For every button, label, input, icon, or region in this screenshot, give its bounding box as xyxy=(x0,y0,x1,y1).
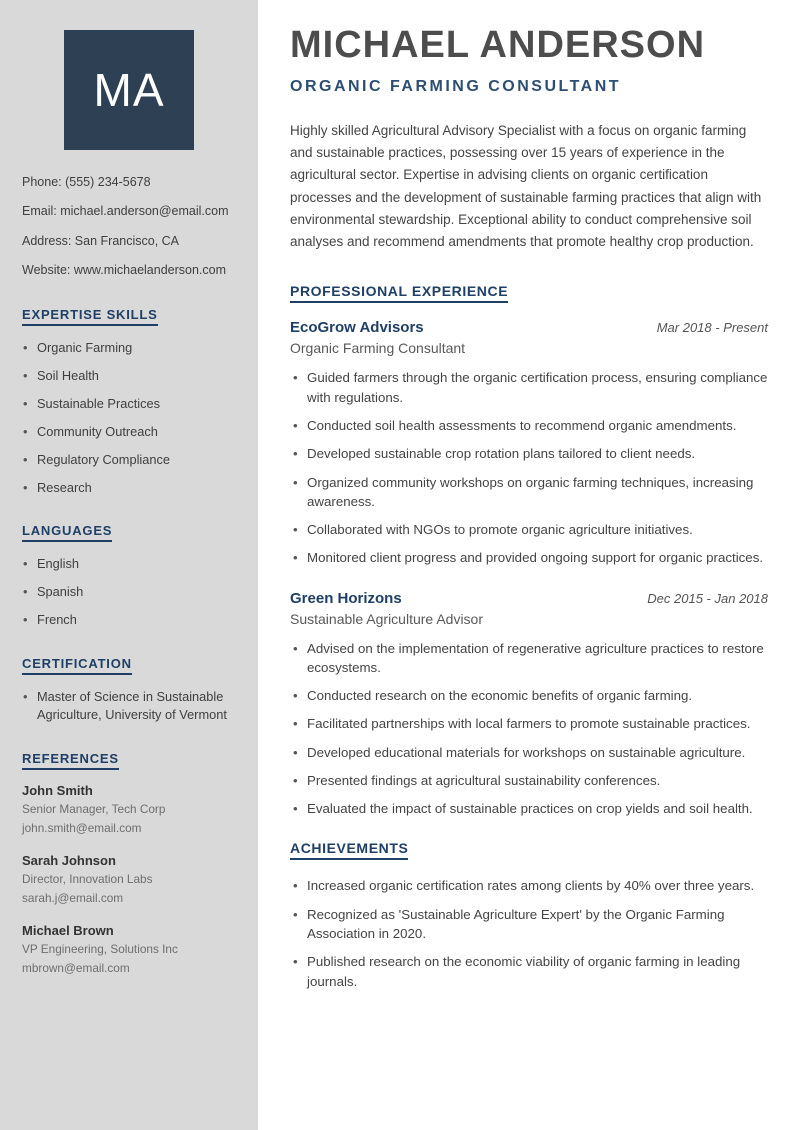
job-header xyxy=(290,319,768,336)
list-item: • Increased organic certification rates among clients by 40% over three years. xyxy=(290,876,768,895)
contact-info xyxy=(22,174,236,278)
company-name: EcoGrow Advisors xyxy=(290,319,424,337)
list-item: • English xyxy=(22,555,236,573)
list-item: • Guided farmers through the organic certification process, ensuring compliance with regulations. xyxy=(290,368,768,407)
list-item: • Regulatory Compliance xyxy=(22,451,236,469)
list-item: • Published research on the economic viability of organic farming in leading journals. xyxy=(290,952,768,991)
list-item: • Organized community workshops on organic farming techniques, increasing awareness. xyxy=(290,473,768,512)
person-name: MICHAEL ANDERSON xyxy=(290,24,706,66)
contact-phone: Phone: (555) 234-5678 xyxy=(22,175,151,189)
section-heading: LANGUAGES xyxy=(22,523,112,542)
reference-email: mbrown@email.com xyxy=(22,960,130,975)
list-item: • Developed sustainable crop rotation plans tailored to client needs. xyxy=(290,444,768,463)
job-dates: Dec 2015 - Jan 2018 xyxy=(647,590,768,606)
section-heading: EXPERTISE SKILLS xyxy=(22,307,158,326)
list-item: • Organic Farming xyxy=(22,339,236,357)
achievements-list xyxy=(290,876,768,990)
job-bullets xyxy=(290,368,768,567)
certification-list xyxy=(22,688,236,724)
skills-list xyxy=(22,339,236,496)
job-dates: Mar 2018 - Present xyxy=(656,320,768,336)
reference-email: john.smith@email.com xyxy=(22,820,142,835)
section-achievements xyxy=(290,840,768,990)
reference-title: VP Engineering, Solutions Inc xyxy=(22,941,178,956)
list-item: • Monitored client progress and provided ongoing support for organic practices. xyxy=(290,548,768,567)
section-heading: PROFESSIONAL EXPERIENCE xyxy=(290,283,508,303)
reference-name: Michael Brown xyxy=(22,922,114,938)
reference-email: sarah.j@email.com xyxy=(22,890,124,905)
section-expertise-skills xyxy=(22,306,236,496)
job-role: Organic Farming Consultant xyxy=(290,340,466,357)
contact-email: Email: michael.anderson@email.com xyxy=(22,204,229,219)
reference-title: Director, Innovation Labs xyxy=(22,871,153,886)
list-item: • Presented findings at agricultural sustainability conferences. xyxy=(290,771,768,790)
list-item: • Sustainable Practices xyxy=(22,395,236,413)
list-item: • Master of Science in Sustainable Agriculture, University of Vermont xyxy=(22,688,236,724)
section-heading: REFERENCES xyxy=(22,751,119,770)
job-header xyxy=(290,590,768,607)
list-item: • Developed educational materials for workshops on sustainable agriculture. xyxy=(290,743,768,762)
summary-paragraph: Highly skilled Agricultural Advisory Specialist with a focus on organic farming and sustainable practices, possessing over 15 years of experience in the agricultural sector. Expertise in advising clients on organic certification processes and the development of sustainable farming practices that align with environmental stewardship. Exceptional ability to conduct comprehensive soil analyses and recommend amendments that promote healthy crop production. xyxy=(290,122,762,250)
list-item: • Evaluated the impact of sustainable practices on crop yields and soil health. xyxy=(290,799,768,818)
section-heading: ACHIEVEMENTS xyxy=(290,840,408,860)
list-item: • Conducted research on the economic benefits of organic farming. xyxy=(290,686,768,705)
list-item: • Advised on the implementation of regenerative agriculture practices to restore ecosystems. xyxy=(290,639,768,678)
list-item: • Recognized as 'Sustainable Agriculture Expert' by the Organic Farming Association in 2020. xyxy=(290,905,768,944)
reference-title: Senior Manager, Tech Corp xyxy=(22,801,166,816)
section-languages xyxy=(22,522,236,629)
sidebar xyxy=(0,0,258,1130)
list-item: • Community Outreach xyxy=(22,423,236,441)
reference-item xyxy=(22,783,236,837)
reference-item xyxy=(22,853,236,907)
main-content xyxy=(258,0,800,1130)
languages-list xyxy=(22,555,236,629)
avatar-initials: MA xyxy=(93,64,165,116)
section-certification xyxy=(22,655,236,724)
list-item: • French xyxy=(22,611,236,629)
job-bullets xyxy=(290,639,768,819)
job-role: Sustainable Agriculture Advisor xyxy=(290,610,483,627)
list-item: • Conducted soil health assessments to recommend organic amendments. xyxy=(290,416,768,435)
section-references xyxy=(22,750,236,977)
reference-name: John Smith xyxy=(22,782,93,798)
list-item: • Spanish xyxy=(22,583,236,601)
person-job-title: ORGANIC FARMING CONSULTANT xyxy=(290,77,622,95)
contact-website: Website: www.michaelanderson.com xyxy=(22,262,227,277)
list-item: • Soil Health xyxy=(22,367,236,385)
experience-entry xyxy=(290,319,768,567)
reference-name: Sarah Johnson xyxy=(22,852,116,868)
company-name: Green Horizons xyxy=(290,589,402,607)
avatar xyxy=(64,30,194,150)
contact-address: Address: San Francisco, CA xyxy=(22,233,180,248)
section-heading: CERTIFICATION xyxy=(22,656,132,675)
reference-item xyxy=(22,923,236,977)
list-item: • Research xyxy=(22,479,236,497)
experience-entry xyxy=(290,590,768,819)
section-professional-experience xyxy=(290,283,768,818)
list-item: • Collaborated with NGOs to promote organic agriculture initiatives. xyxy=(290,520,768,539)
list-item: • Facilitated partnerships with local farmers to promote sustainable practices. xyxy=(290,714,768,733)
